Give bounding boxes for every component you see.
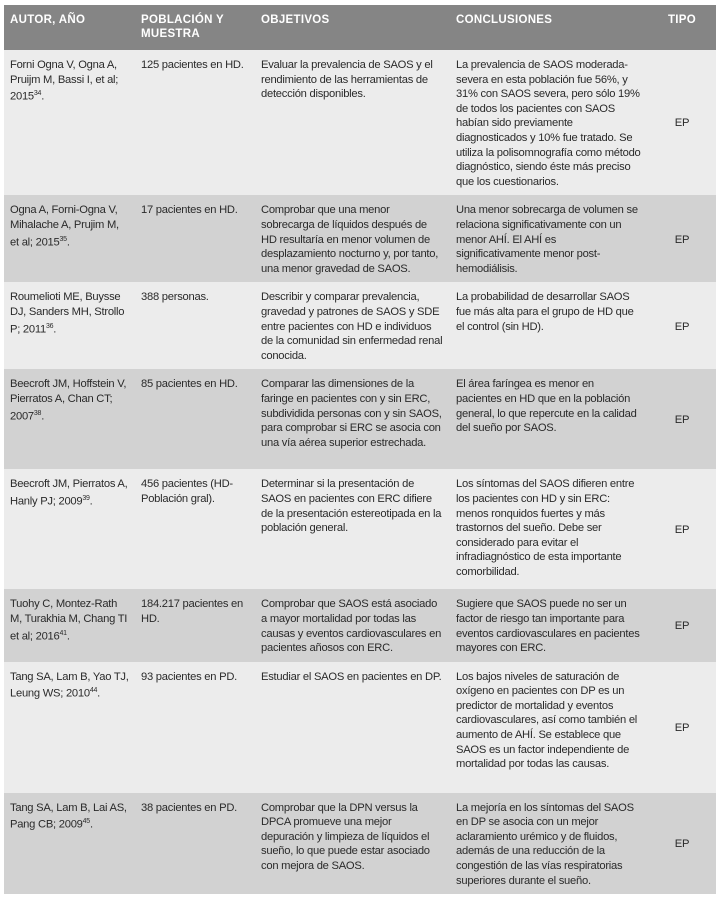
studies-table (4, 5, 716, 894)
cell-conclusion: El área faríngea es menor en pacientes en HD que en la población general, lo que repercute en la calidad del sueño por SAOS. (450, 369, 648, 469)
autor-text: Tang SA, Lam B, Lai AS, Pang CB; 2009 (10, 801, 127, 832)
reference-number: 45 (82, 818, 90, 826)
cell-conclusion: Una menor sobrecarga de volumen se relaciona significativamente con un menor AHÍ. El AHÍ es significativamente menor post-hemodiálisis. (450, 195, 648, 282)
cell-conclusion: Sugiere que SAOS puede no ser un factor de riesgo tan importante para eventos cardiovasculares en pacientes mayores con ERC. (450, 589, 648, 661)
autor-text: Tang SA, Lam B, Yao TJ, Leung WS; 2010 (10, 670, 129, 701)
autor-text: Beecroft JM, Pierratos A, Hanly PJ; 2009 (10, 478, 128, 508)
cell-tipo: EP (648, 195, 716, 282)
table-header-row (4, 5, 716, 50)
table-row (4, 50, 716, 195)
reference-number: 34 (33, 90, 42, 98)
reference-number: 41 (59, 629, 67, 637)
cell-objetivo: Determinar si la presentación de SAOS en pacientes con ERC difiere de la presentación estereotipada en la población general. (255, 469, 450, 589)
cell-autor: Tuohy C, Montez-Rath M, Turakhia M, Chang TI et al; 2016$^{41}$. (4, 589, 135, 661)
cell-autor: Ogna A, Forni-Ogna V, Mihalache A, Prujim M, et al; 2015$^{35}$. (4, 195, 135, 282)
cell-objetivo: Evaluar la prevalencia de SAOS y el rendimiento de las herramientas de detección disponibles. (255, 50, 450, 195)
cell-objetivo: Comprobar que SAOS está asociado a mayor mortalidad por todas las causas y eventos cardiovasculares en pacientes añosos con ERC. (255, 589, 450, 661)
table-row (4, 282, 716, 369)
autor-text: Roumelioti ME, Buysse DJ, Sanders MH, Strollo P; 2011 (10, 291, 125, 336)
reference-number: 36 (46, 322, 54, 330)
cell-tipo: EP (648, 662, 716, 793)
reference-number: 39 (82, 494, 90, 502)
reference-number: 35 (59, 235, 67, 243)
cell-conclusion: La probabilidad de desarrollar SAOS fue más alta para el grupo de HD que el control (sin HD). (450, 282, 648, 369)
cell-autor: Roumelioti ME, Buysse DJ, Sanders MH, Strollo P; 2011$^{36}$. (4, 282, 135, 369)
cell-conclusion: La mejoría en los síntomas del SAOS en DP se asocia con un mejor aclaramiento urémico y de fluidos, además de una reducción de la congestión de las vías respiratorias superiores durante el sueño. (450, 793, 648, 895)
cell-conclusion: Los síntomas del SAOS difieren entre los pacientes con HD y sin ERC: menos ronquidos fuertes y más trastornos del sueño. Debe ser considerado para evitar el infradiagnóstico de esta importante comorbilidad. (450, 469, 648, 589)
table-row (4, 469, 716, 589)
header-poblacion: POBLACIÓN Y MUESTRA (135, 5, 255, 50)
cell-tipo: EP (648, 282, 716, 369)
header-tipo: TIPO (648, 5, 716, 50)
cell-poblacion: 17 pacientes en HD. (135, 195, 255, 282)
table-row (4, 793, 716, 895)
cell-tipo: EP (648, 469, 716, 589)
cell-autor: Beecroft JM, Pierratos A, Hanly PJ; 2009$^{39}$. (4, 469, 135, 589)
cell-conclusion: Los bajos niveles de saturación de oxígeno en pacientes con DP es un predictor de mortalidad y eventos cardiovasculares, así como también el aumento de AHÍ. Se establece que SAOS es un factor independiente de mortalidad por todas las causas. (450, 662, 648, 793)
reference-number: 44 (89, 687, 98, 695)
cell-autor: Tang SA, Lam B, Yao TJ, Leung WS; 2010$^{44}$. (4, 662, 135, 793)
table-row (4, 589, 716, 661)
autor-text: Beecroft JM, Hoffstein V, Pierratos A, Chan CT; 2007 (10, 378, 127, 423)
reference-number: 38 (33, 409, 42, 417)
cell-objetivo: Estudiar el SAOS en pacientes en DP. (255, 662, 450, 793)
autor-text: Tuohy C, Montez-Rath M, Turakhia M, Chang TI et al; 2016 (10, 598, 128, 643)
table-row (4, 195, 716, 282)
cell-poblacion: 85 pacientes en HD. (135, 369, 255, 469)
cell-conclusion: La prevalencia de SAOS moderada-severa en esta población fue 56%, y 31% con SAOS severa, pero sólo 19% de todos los pacientes con SAOS habían sido previamente diagnosticados y 10% fue tratado. Se utiliza la polisomnografía como método diagnóstico, siendo éste más preciso que los cuestionarios. (450, 50, 648, 195)
cell-tipo: EP (648, 50, 716, 195)
table-row (4, 369, 716, 469)
header-objetivos: OBJETIVOS (255, 5, 450, 50)
cell-tipo: EP (648, 589, 716, 661)
cell-tipo: EP (648, 369, 716, 469)
header-conclusiones: CONCLUSIONES (450, 5, 648, 50)
cell-poblacion: 456 pacientes (HD-Población gral). (135, 469, 255, 589)
autor-text: Forni Ogna V, Ogna A, Pruijm M, Bassi I, et al; 2015 (10, 59, 119, 103)
cell-autor: Forni Ogna V, Ogna A, Pruijm M, Bassi I, et al; 2015$^{34}$. (4, 50, 135, 195)
header-autor: AUTOR, AÑO (4, 5, 135, 50)
cell-poblacion: 388 personas. (135, 282, 255, 369)
cell-objetivo: Describir y comparar prevalencia, gravedad y patrones de SAOS y SDE entre pacientes con HD e individuos de la comunidad sin enfermedad renal conocida. (255, 282, 450, 369)
cell-objetivo: Comprobar que una menor sobrecarga de líquidos después de HD resultaría en menor volumen de desplazamiento nocturno y, por tanto, una menor gravedad de SAOS. (255, 195, 450, 282)
cell-objetivo: Comprobar que la DPN versus la DPCA promueve una mejor depuración y limpieza de líquidos el sueño, lo que puede estar asociado con mejora de SAOS. (255, 793, 450, 895)
autor-text: Ogna A, Forni-Ogna V, Mihalache A, Prujim M, et al; 2015 (10, 204, 119, 249)
cell-poblacion: 125 pacientes en HD. (135, 50, 255, 195)
cell-poblacion: 38 pacientes en PD. (135, 793, 255, 895)
cell-autor: Beecroft JM, Hoffstein V, Pierratos A, Chan CT; 2007$^{38}$. (4, 369, 135, 469)
cell-objetivo: Comparar las dimensiones de la faringe en pacientes con y sin ERC, subdividida personas con y sin SAOS, para comprobar si ERC se asocia con una vía aérea superior estrechada. (255, 369, 450, 469)
cell-autor: Tang SA, Lam B, Lai AS, Pang CB; 2009$^{45}$. (4, 793, 135, 895)
cell-poblacion: 184.217 pacientes en HD. (135, 589, 255, 661)
cell-tipo: EP (648, 793, 716, 895)
cell-poblacion: 93 pacientes en PD. (135, 662, 255, 793)
table-row (4, 662, 716, 793)
